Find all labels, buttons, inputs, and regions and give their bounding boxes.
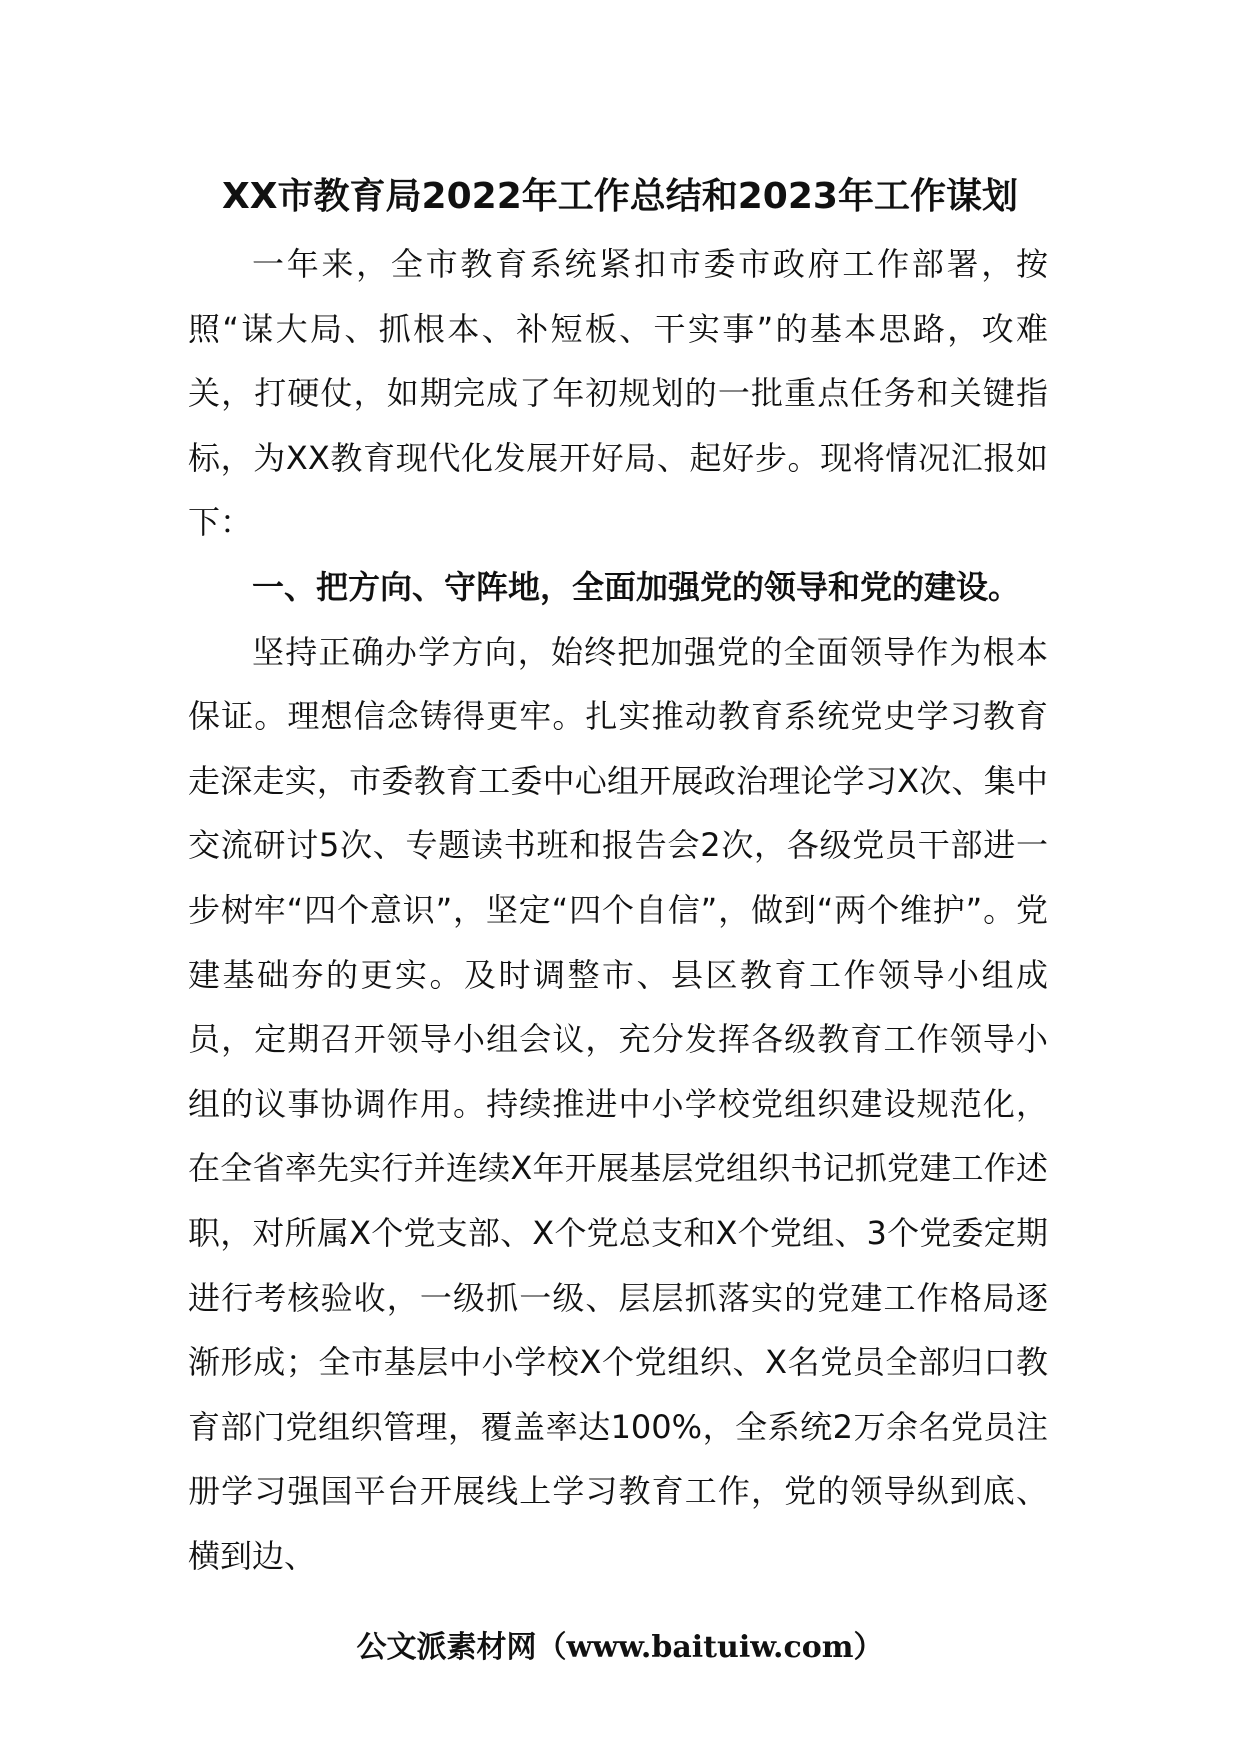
document-body bbox=[188, 232, 1048, 1588]
footer-watermark: 公文派素材网（www.baituiw.com） bbox=[356, 1630, 884, 1665]
section-heading: 一、把方向、守阵地，全面加强党的领导和党的建设。 bbox=[252, 567, 1021, 606]
intro-paragraph: 一年来，全市教育系统紧扣市委市政府工作部署，按照“谋大局、抓根本、补短板、干实事”的基本思路，攻难关，打硬仗，如期完成了年初规划的一批重点任务和关键指标，为XX教育现代化发展开好局、起好步。现将情况汇报如下： bbox=[188, 245, 1048, 542]
body-paragraph: 坚持正确办学方向，始终把加强党的全面领导作为根本保证。理想信念铸得更牢。扎实推动教育系统党史学习教育走深走实，市委教育工委中心组开展政治理论学习X次、集中交流研讨5次、专题读书班和报告会2次，各级党员干部进一步树牢“四个意识”，坚定“四个自信”，做到“两个维护”。党建基础夯的更实。及时调整市、县区教育工作领导小组成员，定期召开领导小组会议，充分发挥各级教育工作领导小组的议事协调作用。持续推进中小学校党组织建设规范化，在全省率先实行并连续X年开展基层党组织书记抓党建工作述职，对所属X个党支部、X个党总支和X个党组、3个党委定期进行考核验收，一级抓一级、层层抓落实的党建工作格局逐渐形成；全市基层中小学校X个党组织、X名党员全部归口教育部门党组织管理，覆盖率达100%，全系统2万余名党员注册学习强国平台开展线上学习教育工作，党的领导纵到底、横到边、 bbox=[188, 632, 1048, 1575]
document-title: XX市教育局2022年工作总结和2023年工作谋划 bbox=[222, 176, 1018, 217]
